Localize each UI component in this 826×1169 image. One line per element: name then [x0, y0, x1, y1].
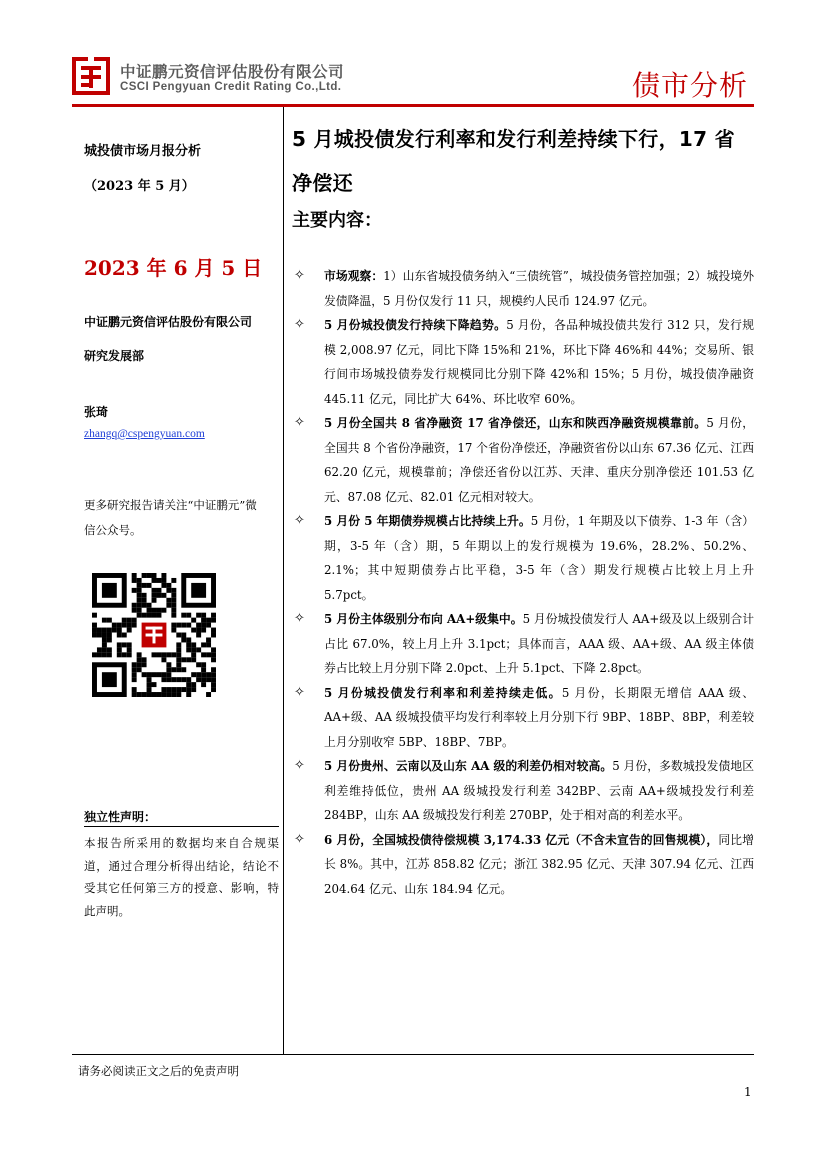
bullet-body: 5 月份，长期限无增信 AAA 级、AA+级、AA 级城投债平均发行利率较上月分别下行 9BP、18BP、8BP，利差较上月分别收窄 5BP、18BP、7BP。	[324, 685, 754, 749]
report-period: （2023 年 5 月）	[84, 179, 195, 194]
list-item	[294, 264, 754, 313]
bullet-body: 5 月份，1 年期及以下债券、1-3 年（含）期，3-5 年（含）期，5 年期以上的发行规模为 19.6%，28.2%、50.2%、2.1%；其中短期债券占比平稳，3-5 年（含）期发行规模占比较上月上升 5.7pct。	[324, 514, 754, 602]
diamond-star-icon: ✧	[294, 831, 305, 847]
disclaimer-note: 请务必阅读正文之后的免责声明	[78, 1064, 239, 1078]
bullet-body: 5 月份，各品种城投债共发行 312 只，发行规模 2,008.97 亿元，同比下降 15%和 21%，环比下降 46%和 44%；交易所、银行间市场城投债券发行规模同比分别下降 42%和 15%；5 月份，城投债净融资 445.11 亿元，同比扩大 64%、环比收窄 60%。	[324, 318, 754, 406]
independence-divider	[84, 826, 279, 827]
section-title: 债市分析	[632, 69, 749, 102]
bullet-body: 5 月份，全国共 8 个省份净融资，17 个省份净偿还，净融资省份以山东 67.36 亿元、江西 62.20 亿元，规模靠前；净偿还省份以江苏、天津、重庆分别净偿还 101.53 亿元、87.08 亿元、82.01 亿元相对较大。	[324, 416, 754, 504]
report-series: 城投债市场月报分析	[84, 144, 202, 159]
header-divider	[72, 104, 754, 107]
bullet-heading: 5 月份城投债发行持续下降趋势。	[324, 318, 507, 332]
bullet-heading: 5 月份全国共 8 省净融资 17 省净偿还，山东和陕西净融资规模靠前。	[324, 416, 707, 430]
page-number: 1	[744, 1085, 752, 1099]
diamond-star-icon: ✧	[294, 684, 305, 700]
diamond-star-icon: ✧	[294, 611, 305, 626]
independence-title: 独立性声明：	[84, 810, 157, 824]
bullet-heading: 5 月份贵州、云南以及山东 AA 级的利差仍相对较高。	[324, 759, 613, 773]
bullet-body: 同比增长 8%。其中，江苏 858.82 亿元；浙江 382.95 亿元、天津 307.94 亿元、江西 204.64 亿元、山东 184.94 亿元。	[324, 832, 754, 896]
bullet-heading: 5 月份主体级别分布向 AA+级集中。	[324, 612, 523, 626]
footer-divider	[72, 1054, 754, 1055]
bullet-body: 5 月份城投债发行人 AA+级及以上级别合计占比 67.0%，较上月上升 3.1pct；具体而言，AAA 级、AA+级、AA 级主体债券占比较上月分别下降 2.0pct、上升 5.1pct、下降 2.8pct。	[324, 612, 754, 675]
sidebar-company-name: 中证鹏元资信评估股份有限公司	[84, 315, 253, 329]
list-item	[294, 411, 754, 509]
sidebar-divider	[283, 107, 284, 1054]
wechat-note: 更多研究报告请关注“中证鹏元”微信公众号。	[84, 498, 257, 537]
list-item	[294, 607, 754, 681]
bullet-heading: 5 月份 5 年期债券规模占比持续上升。	[324, 514, 531, 528]
bullet-body: 5 月份，多数城投发债地区利差维持低位，贵州 AA 级城投发行利差 342BP、云南 AA+级城投发行利差 284BP，山东 AA 级城投发行利差 270BP，处于相对高的利差水平。	[324, 759, 754, 822]
bullet-heading: 市场观察：	[324, 269, 384, 283]
summary-list	[294, 264, 754, 901]
list-item	[294, 754, 754, 828]
list-item	[294, 509, 754, 607]
company-logo-icon	[72, 57, 110, 95]
list-item	[294, 681, 754, 755]
author-email-link[interactable]: zhangq@cspengyuan.com	[84, 428, 205, 440]
independence-text: 本报告所采用的数据均来自合规渠道，通过合理分析得出结论，结论不受其它任何第三方的授意、影响，特此声明。	[84, 836, 279, 918]
bullet-heading: 5 月份城投债发行利率和利差持续走低。	[324, 685, 562, 700]
bullet-body: 1）山东省城投债务纳入“三债统管”，城投债务管控加强；2）城投境外发债降温，5 月份仅发行 11 只，规模约人民币 124.97 亿元。	[324, 269, 754, 308]
diamond-star-icon: ✧	[294, 513, 305, 528]
bullet-heading: 6 月份，全国城投债待偿规模 3,174.33 亿元（不含未宣告的回售规模），	[324, 832, 719, 847]
report-date: 2023 年 6 月 5 日	[84, 256, 263, 280]
company-name-cn: 中证鹏元资信评估股份有限公司	[120, 63, 345, 81]
contents-heading: 主要内容：	[292, 210, 382, 231]
diamond-star-icon: ✧	[294, 758, 305, 773]
diamond-star-icon: ✧	[294, 317, 305, 332]
list-item	[294, 828, 754, 902]
company-name-en: CSCI Pengyuan Credit Rating Co.,Ltd.	[120, 81, 342, 93]
diamond-star-icon: ✧	[294, 415, 305, 430]
list-item	[294, 313, 754, 411]
document-title: 5 月城投债发行利率和发行利差持续下行，17 省净偿还	[292, 127, 735, 195]
diamond-star-icon: ✧	[294, 268, 305, 283]
author-name: 张琦	[84, 405, 109, 419]
qr-code-icon	[92, 573, 216, 697]
department: 研究发展部	[84, 349, 145, 363]
